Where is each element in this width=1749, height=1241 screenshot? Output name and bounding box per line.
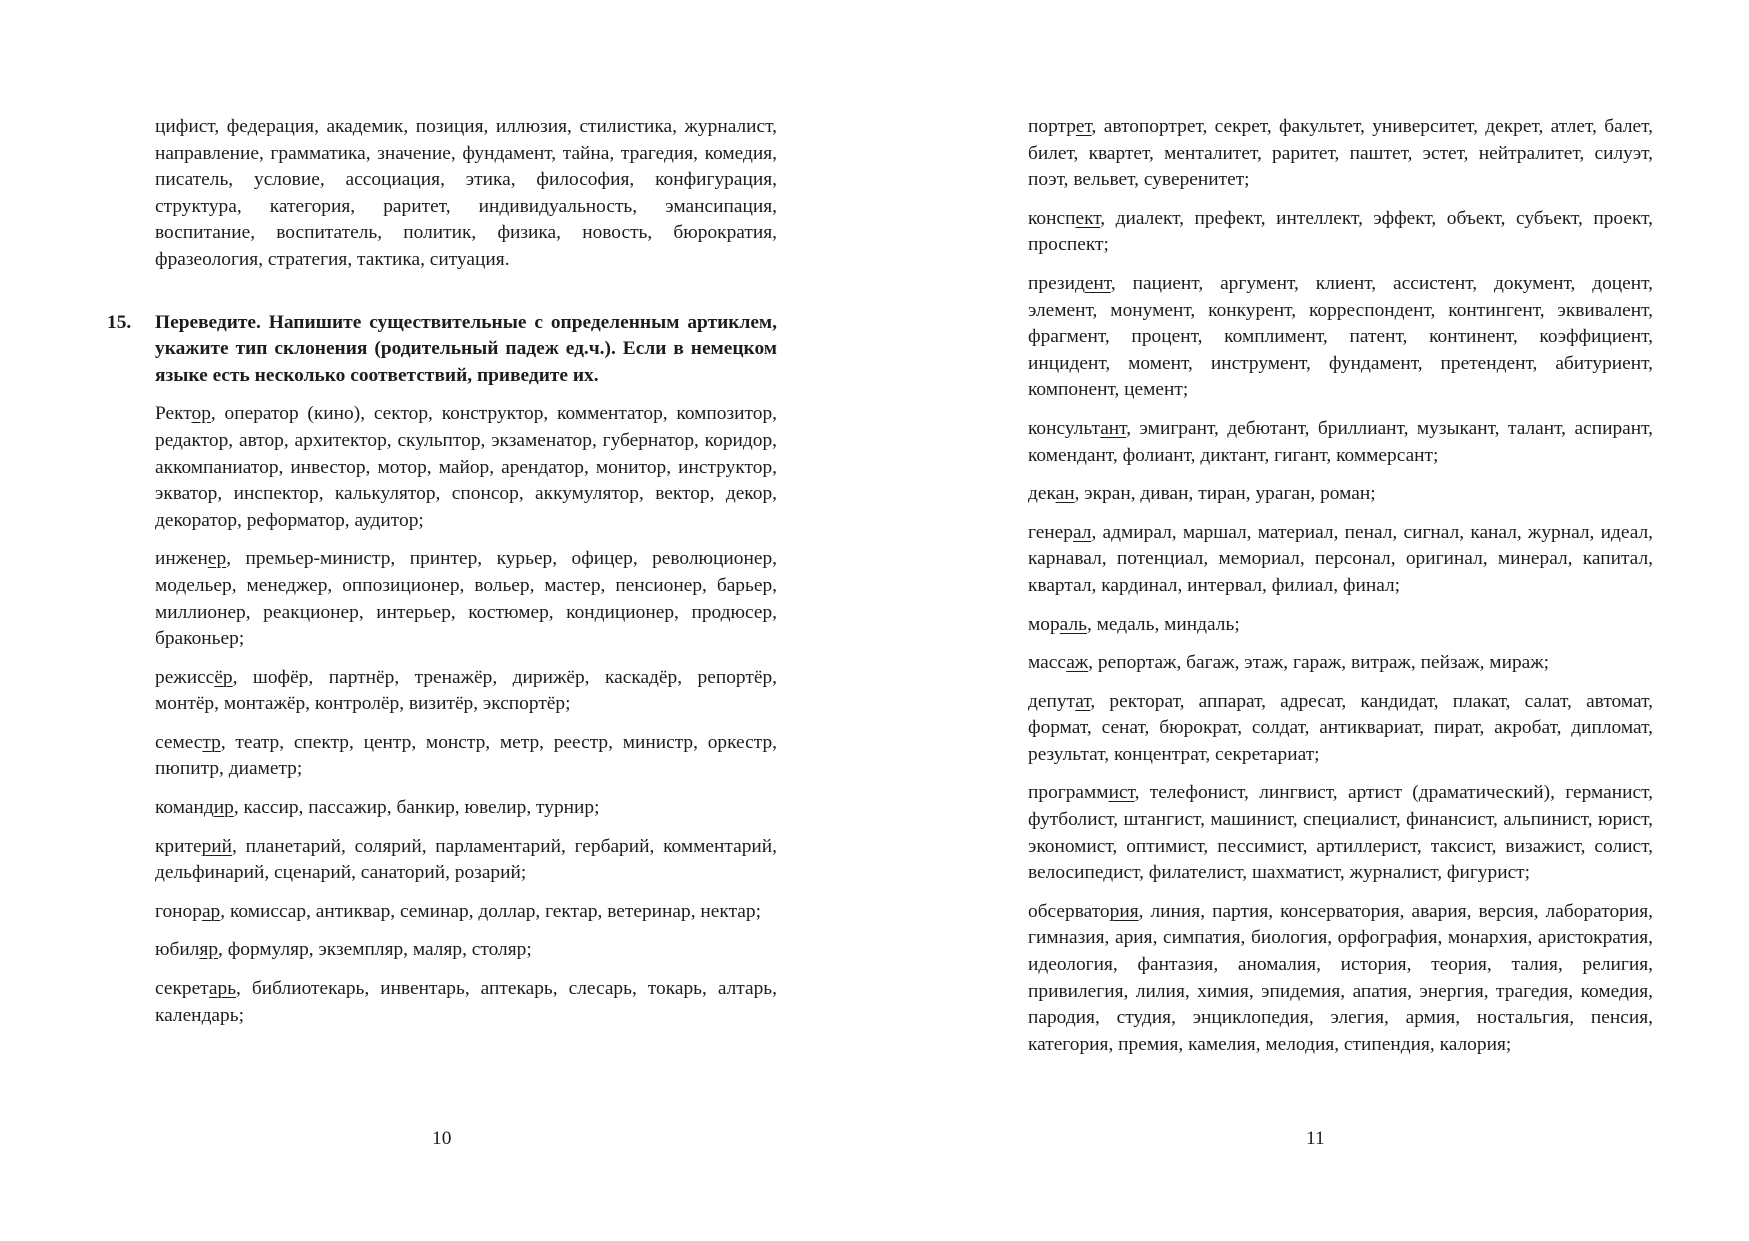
- word-group: [155, 976, 777, 1029]
- word-group: [155, 665, 777, 718]
- underlined-suffix: яр: [199, 939, 219, 961]
- word-list: , ректорат, аппарат, адресат, кандидат, плакат, салат, автомат, формат, сенат, бюрократ, солдат, антиквариат, пират, акробат, дипломат, результат, концентрат, секретариат;: [1028, 690, 1653, 765]
- word-list: , шофёр, партнёр, тренажёр, дирижёр, каскадёр, репортёр, монтёр, монтажёр, контролёр, визитёр, экспортёр;: [155, 666, 777, 715]
- word-stem: программ: [1028, 782, 1109, 804]
- word-group: [155, 834, 777, 887]
- exercise-number: 15.: [107, 311, 132, 333]
- spacer: [155, 286, 777, 310]
- word-list: , репортаж, багаж, этаж, гараж, витраж, пейзаж, мираж;: [1088, 652, 1550, 674]
- underlined-suffix: аль: [1059, 613, 1087, 635]
- underlined-suffix: ант: [1100, 417, 1127, 439]
- word-group: [1028, 899, 1653, 1059]
- word-list: , библиотекарь, инвентарь, аптекарь, слесарь, токарь, алтарь, календарь;: [155, 978, 777, 1026]
- word-stem: дек: [1028, 483, 1056, 505]
- word-stem: презид: [1028, 272, 1085, 294]
- word-group: [155, 937, 777, 964]
- word-group: [155, 730, 777, 783]
- underlined-suffix: ент: [1084, 272, 1111, 294]
- underlined-suffix: ор: [191, 403, 211, 425]
- left-word-groups: [155, 401, 777, 1029]
- word-list: , премьер-министр, принтер, курьер, офицер, революционер, модельер, менеджер, оппозиционер, вольер, мастер, пенсионер, барьер, миллионер, реакционер, интерьер, костюмер, кондиционер, продюсер, браконьер;: [155, 548, 777, 650]
- word-stem: гонор: [155, 900, 202, 922]
- underlined-suffix: ат: [1075, 690, 1091, 712]
- word-group: [1028, 612, 1653, 639]
- underlined-suffix: ан: [1055, 483, 1075, 505]
- word-group: [1028, 416, 1653, 469]
- underlined-suffix: рия: [1109, 900, 1139, 922]
- underlined-suffix: тр: [202, 731, 221, 753]
- word-group: [1028, 689, 1653, 769]
- underlined-suffix: рий: [201, 835, 233, 857]
- underlined-suffix: ет: [1075, 116, 1092, 137]
- right-text-column: [1028, 114, 1653, 1058]
- word-stem: семес: [155, 731, 203, 753]
- underlined-suffix: ист: [1108, 782, 1135, 804]
- word-list: , кассир, пассажир, банкир, ювелир, турнир;: [233, 797, 600, 819]
- word-stem: инжен: [155, 548, 208, 570]
- word-list: , медаль, миндаль;: [1086, 613, 1240, 635]
- word-stem: портр: [1028, 116, 1076, 137]
- word-stem: мор: [1028, 613, 1060, 635]
- word-stem: консп: [1028, 207, 1076, 229]
- word-list: , диалект, префект, интеллект, эффект, объект, субъект, проект, проспект;: [1028, 207, 1653, 256]
- right-word-groups: [1028, 114, 1653, 1058]
- word-stem: команд: [155, 797, 214, 819]
- word-list: , эмигрант, дебютант, бриллиант, музыкант, талант, аспирант, комендант, фолиант, диктант, гигант, коммерсант;: [1028, 417, 1653, 466]
- word-list: , экран, диван, тиран, ураган, роман;: [1074, 483, 1376, 505]
- exercise-instruction: Переведите. Напишите существительные с определенным артиклем, укажите тип склонения (родительный падеж ед.ч.). Если в немецком языке есть несколько соответствий, приведите их.: [155, 311, 777, 386]
- underlined-suffix: ект: [1075, 207, 1101, 229]
- word-stem: масс: [1028, 652, 1067, 674]
- word-group: [1028, 650, 1653, 677]
- word-stem: консульт: [1028, 417, 1101, 439]
- word-list: , автопортрет, секрет, факультет, университет, декрет, атлет, балет, билет, квартет, менталитет, раритет, паштет, эстет, нейтралитет, силуэт, поэт, вельвет, суверенитет;: [1028, 116, 1653, 191]
- underlined-suffix: арь: [208, 978, 237, 1000]
- right-page: [875, 0, 1749, 1241]
- word-stem: генер: [1028, 521, 1073, 543]
- underlined-suffix: ал: [1072, 521, 1092, 543]
- word-stem: Рект: [155, 403, 192, 425]
- word-list: , линия, партия, консерватория, авария, версия, лаборатория, гимназия, ария, симпатия, биология, орфография, монархия, аристократия, идеология, фантазия, аномалия, история, теория, талия, религия, привилегия, лилия, химия, эпидемия, апатия, энергия, трагедия, комедия, пародия, студия, энциклопедия, элегия, армия, ностальгия, пенсия, категория, премия, камелия, мелодия, стипендия, калория;: [1028, 900, 1653, 1055]
- word-group: [1028, 520, 1653, 600]
- word-list: , оператор (кино), сектор, конструктор, комментатор, композитор, редактор, автор, архитектор, скульптор, экзаменатор, губернатор, коридор, аккомпаниатор, инвестор, мотор, майор, арендатор, монитор, инструктор, экватор, инспектор, калькулятор, спонсор, аккумулятор, вектор, декор, декоратор, реформатор, аудитор;: [155, 403, 777, 531]
- word-group: [1028, 114, 1653, 194]
- left-page: [0, 0, 874, 1241]
- underlined-suffix: ар: [201, 900, 221, 922]
- word-stem: крите: [155, 835, 202, 857]
- left-text-column: [107, 114, 777, 1029]
- word-stem: секрет: [155, 978, 209, 1000]
- word-group: [155, 795, 777, 822]
- page-number-text: 11: [1306, 1128, 1325, 1149]
- word-group: [155, 401, 777, 534]
- word-group: [1028, 271, 1653, 404]
- word-stem: обсервато: [1028, 900, 1110, 922]
- word-group: [1028, 481, 1653, 508]
- word-list: , планетарий, солярий, парламентарий, гербарий, комментарий, дельфинарий, сценарий, санаторий, розарий;: [155, 835, 777, 884]
- word-group: [155, 899, 777, 926]
- word-list: , пациент, аргумент, клиент, ассистент, документ, доцент, элемент, монумент, конкурент, корреспондент, контингент, эквивалент, фрагмент, процент, комплимент, патент, континент, коэффициент, инцидент, момент, инструмент, фундамент, претендент, абитуриент, компонент, цемент;: [1028, 272, 1653, 401]
- intro-paragraph: цифист, федерация, академик, позиция, иллюзия, стилистика, журналист, направление, грамматика, значение, фундамент, тайна, трагедия, комедия, писатель, условие, ассоциация, этика, философия, конфигурация, структура, категория, раритет, индивидуальность, эмансипация, воспитание, воспитатель, политик, физика, новость, бюрократия, фразеология, стратегия, тактика, ситуация.: [155, 116, 777, 270]
- word-group: [155, 546, 777, 652]
- word-stem: депут: [1028, 690, 1076, 712]
- word-list: , театр, спектр, центр, монстр, метр, реестр, министр, оркестр, пюпитр, диаметр;: [155, 731, 777, 780]
- word-group: [1028, 206, 1653, 259]
- word-list: , комиссар, антиквар, семинар, доллар, гектар, ветеринар, нектар;: [220, 900, 761, 922]
- word-stem: юбил: [155, 939, 200, 961]
- word-list: , формуляр, экземпляр, маляр, столяр;: [218, 939, 532, 961]
- word-list: , телефонист, лингвист, артист (драматический), германист, футболист, штангист, машинист, специалист, финансист, альпинист, юрист, экономист, оптимист, пессимист, артиллерист, таксист, визажист, солист, велосипедист, филателист, шахматист, журналист, фигурист;: [1028, 782, 1653, 884]
- underlined-suffix: ер: [207, 548, 227, 570]
- underlined-suffix: ёр: [214, 666, 233, 688]
- underlined-suffix: ир: [213, 797, 234, 819]
- word-group: [1028, 780, 1653, 886]
- underlined-suffix: аж: [1066, 652, 1089, 674]
- exercise-15: [107, 310, 777, 390]
- page-number-text: 10: [432, 1128, 452, 1149]
- word-list: , адмирал, маршал, материал, пенал, сигнал, канал, журнал, идеал, карнавал, потенциал, мемориал, персонал, оригинал, минерал, капитал, квартал, кардинал, интервал, филиал, финал;: [1028, 521, 1653, 596]
- word-stem: режисс: [155, 666, 215, 688]
